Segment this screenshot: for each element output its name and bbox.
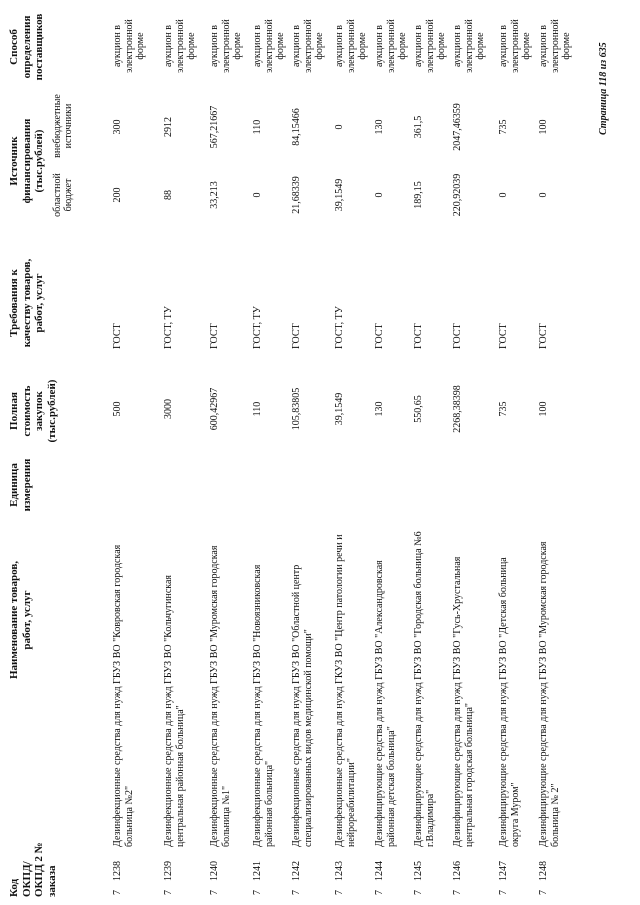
row-requirements: ГОСТ	[112, 323, 123, 349]
row-total: 735	[498, 401, 509, 417]
row-number: 1248	[538, 861, 549, 881]
row-extra: 300	[112, 119, 123, 135]
page-number: Страница 118 из 635	[598, 42, 609, 135]
row-name: Дезинфицирующие средства для нужд ГБУЗ ВО "Муромская городская больница № 2"	[538, 541, 561, 847]
header-funding-regional: областной бюджет	[52, 173, 74, 217]
row-extra: 84,15466	[291, 108, 302, 146]
row-number: 1238	[112, 861, 123, 881]
header-funding-extra: внебюджетные источники	[52, 94, 74, 158]
row-code: 7	[413, 890, 424, 895]
row-regional: 88	[163, 190, 174, 200]
row-regional: 200	[112, 187, 123, 203]
row-regional: 189,15	[413, 181, 424, 209]
row-requirements: ГОСТ	[413, 323, 424, 349]
row-regional: 0	[498, 192, 509, 198]
row-method: аукцион в электронной форме	[334, 19, 368, 73]
row-extra: 2912	[163, 117, 174, 137]
row-name: Дезинфекционные средства для нужд ГКУЗ ВО "Центр патологии речи и нейрореабилитации"	[334, 534, 357, 847]
row-code: 7	[374, 890, 385, 895]
row-regional: 0	[252, 192, 263, 198]
row-name: Дезинфицирующие средства для нужд ГБУЗ ВО "Детская больница округа Муром"	[498, 557, 521, 847]
row-method: аукцион в электронной форме	[163, 19, 197, 73]
row-total: 550,65	[413, 395, 424, 423]
row-method: аукцион в электронной форме	[538, 19, 572, 73]
row-requirements: ГОСТ, ТУ	[334, 306, 345, 349]
row-requirements: ГОСТ, ТУ	[163, 306, 174, 349]
row-name: Дезинфекционные средства для нужд ГБУЗ ВО "Ковровская городская больница №2"	[112, 544, 135, 847]
row-total: 2268,38398	[452, 385, 463, 433]
row-method: аукцион в электронной форме	[413, 19, 447, 73]
row-extra: 361,5	[413, 115, 424, 139]
header-code: Код ОКПД/ ОКПД 2 № заказа	[8, 842, 58, 897]
row-name: Дезинфицирующие средства для нужд ГБУЗ ВО "Александровская районная детская больница"	[374, 560, 397, 847]
row-extra: 110	[252, 119, 263, 135]
row-name: Дезинфекционные средства для нужд ГБУЗ ВО "Муромская городская больница №1"	[209, 545, 232, 847]
row-extra: 0	[334, 124, 345, 130]
row-number: 1247	[498, 861, 509, 881]
row-regional: 0	[374, 192, 385, 198]
row-code: 7	[452, 890, 463, 895]
row-number: 1240	[209, 861, 220, 881]
row-requirements: ГОСТ	[498, 323, 509, 349]
row-code: 7	[291, 890, 302, 895]
row-code: 7	[498, 890, 509, 895]
row-extra: 2047,46359	[452, 103, 463, 151]
row-requirements: ГОСТ	[291, 323, 302, 349]
row-extra: 100	[538, 119, 549, 135]
row-regional: 0	[538, 192, 549, 198]
row-total: 105,83805	[291, 387, 302, 431]
row-total: 500	[112, 401, 123, 417]
row-total: 130	[374, 401, 385, 417]
row-requirements: ГОСТ	[374, 323, 385, 349]
row-number: 1243	[334, 861, 345, 881]
row-total: 3000	[163, 399, 174, 419]
row-total: 600,42967	[209, 387, 220, 431]
row-name: Дезинфекционные средства для нужд ГБУЗ ВО "Кольчугинская центральная районная больница"	[163, 574, 186, 847]
row-requirements: ГОСТ	[209, 323, 220, 349]
row-regional: 21,68339	[291, 176, 302, 214]
row-requirements: ГОСТ	[452, 323, 463, 349]
row-number: 1244	[374, 861, 385, 881]
row-number: 1242	[291, 861, 302, 881]
header-total: Полная стоимость закупок (тыс.рублей)	[8, 379, 58, 443]
row-regional: 39,1549	[334, 178, 345, 212]
row-number: 1241	[252, 861, 263, 881]
row-number: 1245	[413, 861, 424, 881]
row-method: аукцион в электронной форме	[374, 19, 408, 73]
row-name: Дезинфекционные средства для нужд ГБУЗ ВО "Областной центр специализированных видов медицинской помощи"	[291, 564, 314, 847]
row-name: Дезинфицирующие средства для нужд ГБУЗ ВО "Городская больница №6 г.Владимира"	[413, 531, 436, 847]
header-funding: Источник финансирования (тыс.рублей)	[8, 118, 45, 204]
header-name: Наименование товаров, работ, услуг	[8, 560, 33, 680]
row-code: 7	[334, 890, 345, 895]
header-method: Способ определения поставщиков	[8, 13, 45, 81]
row-code: 7	[112, 890, 123, 895]
row-method: аукцион в электронной форме	[452, 19, 486, 73]
row-number: 1239	[163, 861, 174, 881]
row-requirements: ГОСТ, ТУ	[252, 306, 263, 349]
row-name: Дезинфекционные средства для нужд ГБУЗ ВО "Новоязниковская районная больница"	[252, 564, 275, 847]
row-code: 7	[538, 890, 549, 895]
row-requirements: ГОСТ	[538, 323, 549, 349]
row-code: 7	[209, 890, 220, 895]
row-total: 110	[252, 401, 263, 417]
row-regional: 220,92039	[452, 173, 463, 217]
row-number: 1246	[452, 861, 463, 881]
row-code: 7	[252, 890, 263, 895]
row-extra: 735	[498, 119, 509, 135]
row-total: 100	[538, 401, 549, 417]
row-method: аукцион в электронной форме	[112, 19, 146, 73]
row-extra: 567,21667	[209, 105, 220, 149]
row-method: аукцион в электронной форме	[498, 19, 532, 73]
row-method: аукцион в электронной форме	[291, 19, 325, 73]
row-regional: 33,213	[209, 181, 220, 209]
row-extra: 130	[374, 119, 385, 135]
header-requirements: Требования к качеству товаров, работ, услуг	[8, 258, 45, 348]
row-total: 39,1549	[334, 392, 345, 426]
row-method: аукцион в электронной форме	[252, 19, 286, 73]
row-method: аукцион в электронной форме	[209, 19, 243, 73]
row-name: Дезинфицирующие средства для нужд ГБУЗ ВО "Гусь-Хрустальная центральная городская больница"	[452, 556, 475, 847]
row-code: 7	[163, 890, 174, 895]
header-unit: Единица измерения	[8, 458, 33, 512]
